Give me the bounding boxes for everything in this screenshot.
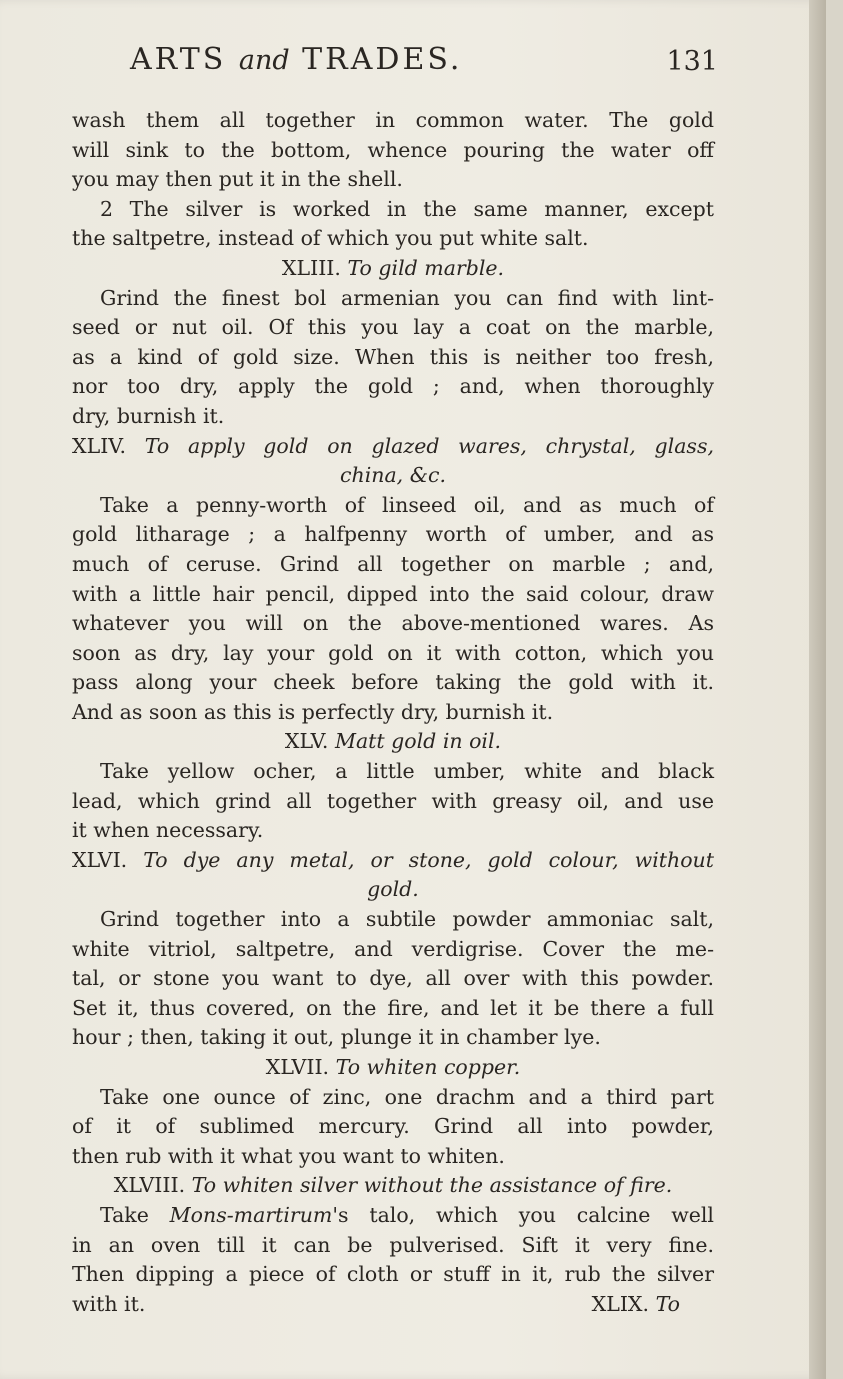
section-title: To dye any metal, or stone, gold colour, without: [143, 847, 714, 872]
text-line: 2 The silver is worked in the same manner, except: [100, 196, 714, 221]
section-heading-46-cont: [72, 875, 714, 905]
section-heading-44-cont: [72, 461, 714, 491]
text-line: Set it, thus covered, on the fire, and let it be there a full: [72, 995, 714, 1020]
text-line: white vitriol, saltpetre, and verdigrise. Cover the me-: [72, 936, 714, 961]
section-heading-48: [72, 1171, 714, 1201]
last-line: [72, 1290, 714, 1320]
text-line: as a kind of gold size. When this is neither too fresh,: [72, 344, 714, 369]
text-line: you may then put it in the shell.: [72, 167, 403, 192]
section-heading-45: [72, 727, 714, 757]
text-line: [72, 1201, 714, 1231]
text-line: of it of sublimed mercury. Grind all into powder,: [72, 1114, 714, 1139]
section-number: XLV.: [284, 729, 329, 754]
running-head-trades: TRADES.: [302, 42, 463, 77]
running-head: [130, 42, 462, 77]
page-header: [130, 42, 718, 86]
text-line: Take a penny-worth of linseed oil, and as much of: [100, 492, 714, 517]
text-span: Take: [100, 1202, 149, 1227]
text-line: soon as dry, lay your gold on it with cotton, which you: [72, 640, 714, 665]
section-title: To gild marble.: [347, 255, 505, 280]
running-head-arts: ARTS: [130, 42, 227, 77]
text-span: 's talo, which you calcine well: [332, 1202, 714, 1227]
section-title-continued: china, &c.: [340, 463, 446, 488]
section-number: XLVI.: [72, 847, 128, 872]
page-edge: [809, 0, 826, 1379]
section-title: To whiten silver without the assistance of fire.: [191, 1173, 673, 1198]
text-line: the saltpetre, instead of which you put white salt.: [72, 226, 589, 251]
text-line: Take one ounce of zinc, one drachm and a third part: [100, 1084, 714, 1109]
text-line: tal, or stone you want to dye, all over with this powder.: [72, 966, 714, 991]
catchword-word: To: [655, 1291, 680, 1316]
text-line: Then dipping a piece of cloth or stuff in it, rub the silver: [72, 1262, 714, 1287]
text-line: wash them all together in common water. The gold: [72, 108, 714, 132]
section-title-continued: gold.: [367, 877, 419, 902]
text-line: will sink to the bottom, whence pouring the water off: [72, 137, 714, 162]
running-head-and: and: [238, 45, 290, 76]
text-line: dry, burnish it.: [72, 403, 225, 428]
section-number: XLIV.: [72, 433, 127, 458]
text-line: nor too dry, apply the gold ; and, when thoroughly: [72, 374, 714, 399]
section-heading-44: [72, 432, 714, 462]
section-number: XLVIII.: [113, 1173, 186, 1198]
text-line: in an oven till it can be pulverised. Sift it very fine.: [72, 1232, 714, 1257]
text-line: lead, which grind all together with greasy oil, and use: [72, 788, 714, 813]
text-span-italic: Mons-martirum: [169, 1202, 333, 1227]
page-body: [72, 106, 714, 1319]
section-number: XLIII.: [281, 255, 341, 280]
section-title: To apply gold on glazed wares, chrystal, glass,: [144, 433, 714, 458]
section-title: To whiten copper.: [335, 1055, 521, 1079]
text-line: Take yellow ocher, a little umber, white and black: [100, 759, 714, 784]
text-line: And as soon as this is perfectly dry, burnish it.: [72, 699, 554, 724]
page-number: 131: [666, 46, 718, 77]
section-title: Matt gold in oil.: [334, 729, 502, 754]
text-line: much of ceruse. Grind all together on marble ; and,: [72, 551, 714, 576]
section-heading-47: [72, 1053, 714, 1083]
text-line: it when necessary.: [72, 818, 264, 843]
text-line: whatever you will on the above-mentioned wares. As: [72, 611, 714, 636]
section-heading-46: [72, 846, 714, 876]
text-line: gold litharage ; a halfpenny worth of umber, and as: [72, 522, 714, 547]
catchword-number: XLIX.: [591, 1291, 650, 1316]
text-line: seed or nut oil. Of this you lay a coat on the marble,: [72, 315, 714, 340]
section-number: XLVII.: [265, 1055, 330, 1079]
text-line: with it.: [72, 1291, 146, 1316]
text-line: Grind the finest bol armenian you can find with lint-: [100, 285, 714, 310]
text-line: pass along your cheek before taking the gold with it.: [72, 670, 714, 695]
text-line: with a little hair pencil, dipped into the said colour, draw: [72, 581, 714, 606]
text-line: Grind together into a subtile powder ammoniac salt,: [100, 907, 714, 932]
text-line: hour ; then, taking it out, plunge it in chamber lye.: [72, 1025, 601, 1050]
catchword: [592, 1290, 680, 1320]
section-heading-43: [72, 254, 714, 284]
text-line: then rub with it what you want to whiten.: [72, 1143, 505, 1168]
